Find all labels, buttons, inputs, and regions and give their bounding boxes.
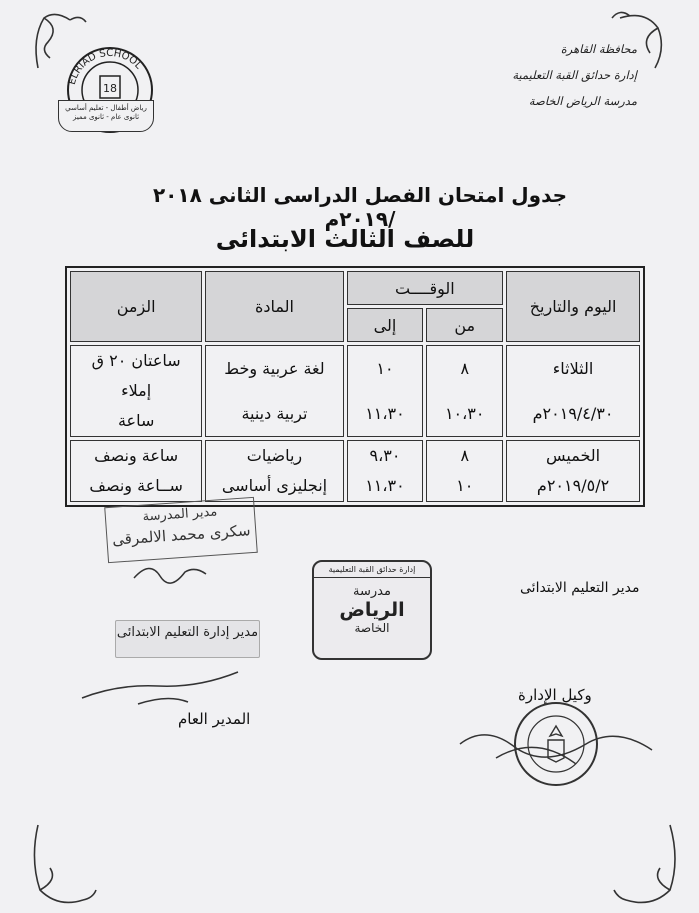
subject-name: لغة عربية وخط	[224, 358, 325, 378]
stamp-admin-line: إدارة حدائق القبة التعليمية	[314, 562, 430, 578]
header-time: الوقــــت	[347, 271, 504, 305]
exam-schedule-table	[65, 266, 645, 507]
svg-text:18: 18	[103, 82, 117, 95]
day-date-cell	[506, 345, 640, 437]
header-day-date: اليوم والتاريخ	[506, 271, 640, 342]
duration-value: ســاعة ونصف	[89, 476, 183, 495]
exam-date: ٢٠١٩/٥/٢م	[536, 476, 610, 495]
header-to: إلى	[347, 308, 424, 342]
corner-ornament-bottom-right	[612, 820, 682, 908]
to-time: ١١،٣٠	[365, 403, 405, 423]
to-cell	[347, 345, 424, 437]
duration-cell	[70, 345, 202, 437]
from-cell	[426, 440, 503, 502]
header-administration: إدارة حدائق القبة التعليمية	[512, 68, 637, 82]
logo-caption-line-1: رياض أطفال - تعليم أساسي	[65, 104, 147, 112]
to-cell	[347, 440, 424, 502]
school-stamp	[312, 560, 432, 660]
logo-caption-line-2: ثانوى عام - ثانوى مميز	[72, 113, 140, 121]
stamp-school-type: الخاصة	[354, 621, 390, 635]
duration-value: ساعة ونصف	[94, 446, 179, 465]
school-manager-name: سكرى محمد الالمرقى	[111, 521, 252, 549]
header-school: مدرسة الرياض الخاصة	[528, 94, 637, 108]
deputy-admin-label: وكيل الإدارة	[518, 686, 592, 704]
document-title: جدول امتحان الفصل الدراسى الثانى ٢٠١٨ /٢٠١٩م	[152, 183, 568, 231]
subject-name: تربية دينية	[241, 403, 308, 423]
header-from: من	[426, 308, 503, 342]
to-time: ٩،٣٠	[369, 446, 401, 465]
from-time: ١٠	[456, 476, 474, 495]
from-time: ٨	[460, 358, 470, 378]
header-subject: المادة	[205, 271, 343, 342]
duration-value: ساعة	[117, 411, 155, 430]
duration-cell	[70, 440, 202, 502]
general-manager-signature-icon	[78, 664, 248, 714]
exam-date: ٢٠١٩/٤/٣٠م	[532, 403, 614, 423]
table-row	[70, 440, 640, 502]
primary-admin-stamp	[115, 620, 260, 658]
from-time: ١٠،٣٠	[444, 403, 485, 423]
table-row	[70, 345, 640, 437]
day-name: الخميس	[545, 446, 601, 465]
header-governorate: محافظة القاهرة	[560, 42, 637, 56]
day-date-cell	[506, 440, 640, 502]
stamp-school-name: الرياض	[339, 599, 405, 621]
day-name: الثلاثاء	[552, 358, 594, 378]
to-time: ١٠	[376, 358, 394, 378]
subject-name: إنجليزى أساسى	[221, 476, 328, 495]
header-duration: الزمن	[70, 271, 202, 342]
general-manager-label: المدير العام	[178, 710, 251, 728]
logo-caption	[58, 100, 154, 132]
document-subtitle: للصف الثالث الابتدائى	[215, 225, 475, 253]
primary-admin-manager-label: مدير إدارة التعليم الابتدائى	[116, 625, 259, 640]
from-cell	[426, 345, 503, 437]
subject-cell	[205, 345, 343, 437]
from-time: ٨	[460, 446, 470, 465]
stamp-label: مدرسة	[353, 584, 391, 599]
official-seal-icon	[512, 700, 600, 788]
corner-ornament-bottom-left	[28, 820, 98, 908]
svg-text:ELRIAD SCHOOL: ELRIAD SCHOOL	[66, 47, 144, 87]
signature-scribble-icon	[130, 558, 210, 588]
primary-director-label: مدير التعليم الابتدائى	[520, 580, 640, 596]
to-time: ١١،٣٠	[365, 476, 405, 495]
subject-cell	[205, 440, 343, 502]
school-manager-stamp	[104, 497, 258, 563]
school-manager-label: مدير المدرسة	[142, 504, 218, 525]
duration-value: ساعتان ٢٠ ق إملاء	[91, 351, 181, 400]
subject-name: رياضيات	[246, 446, 303, 465]
